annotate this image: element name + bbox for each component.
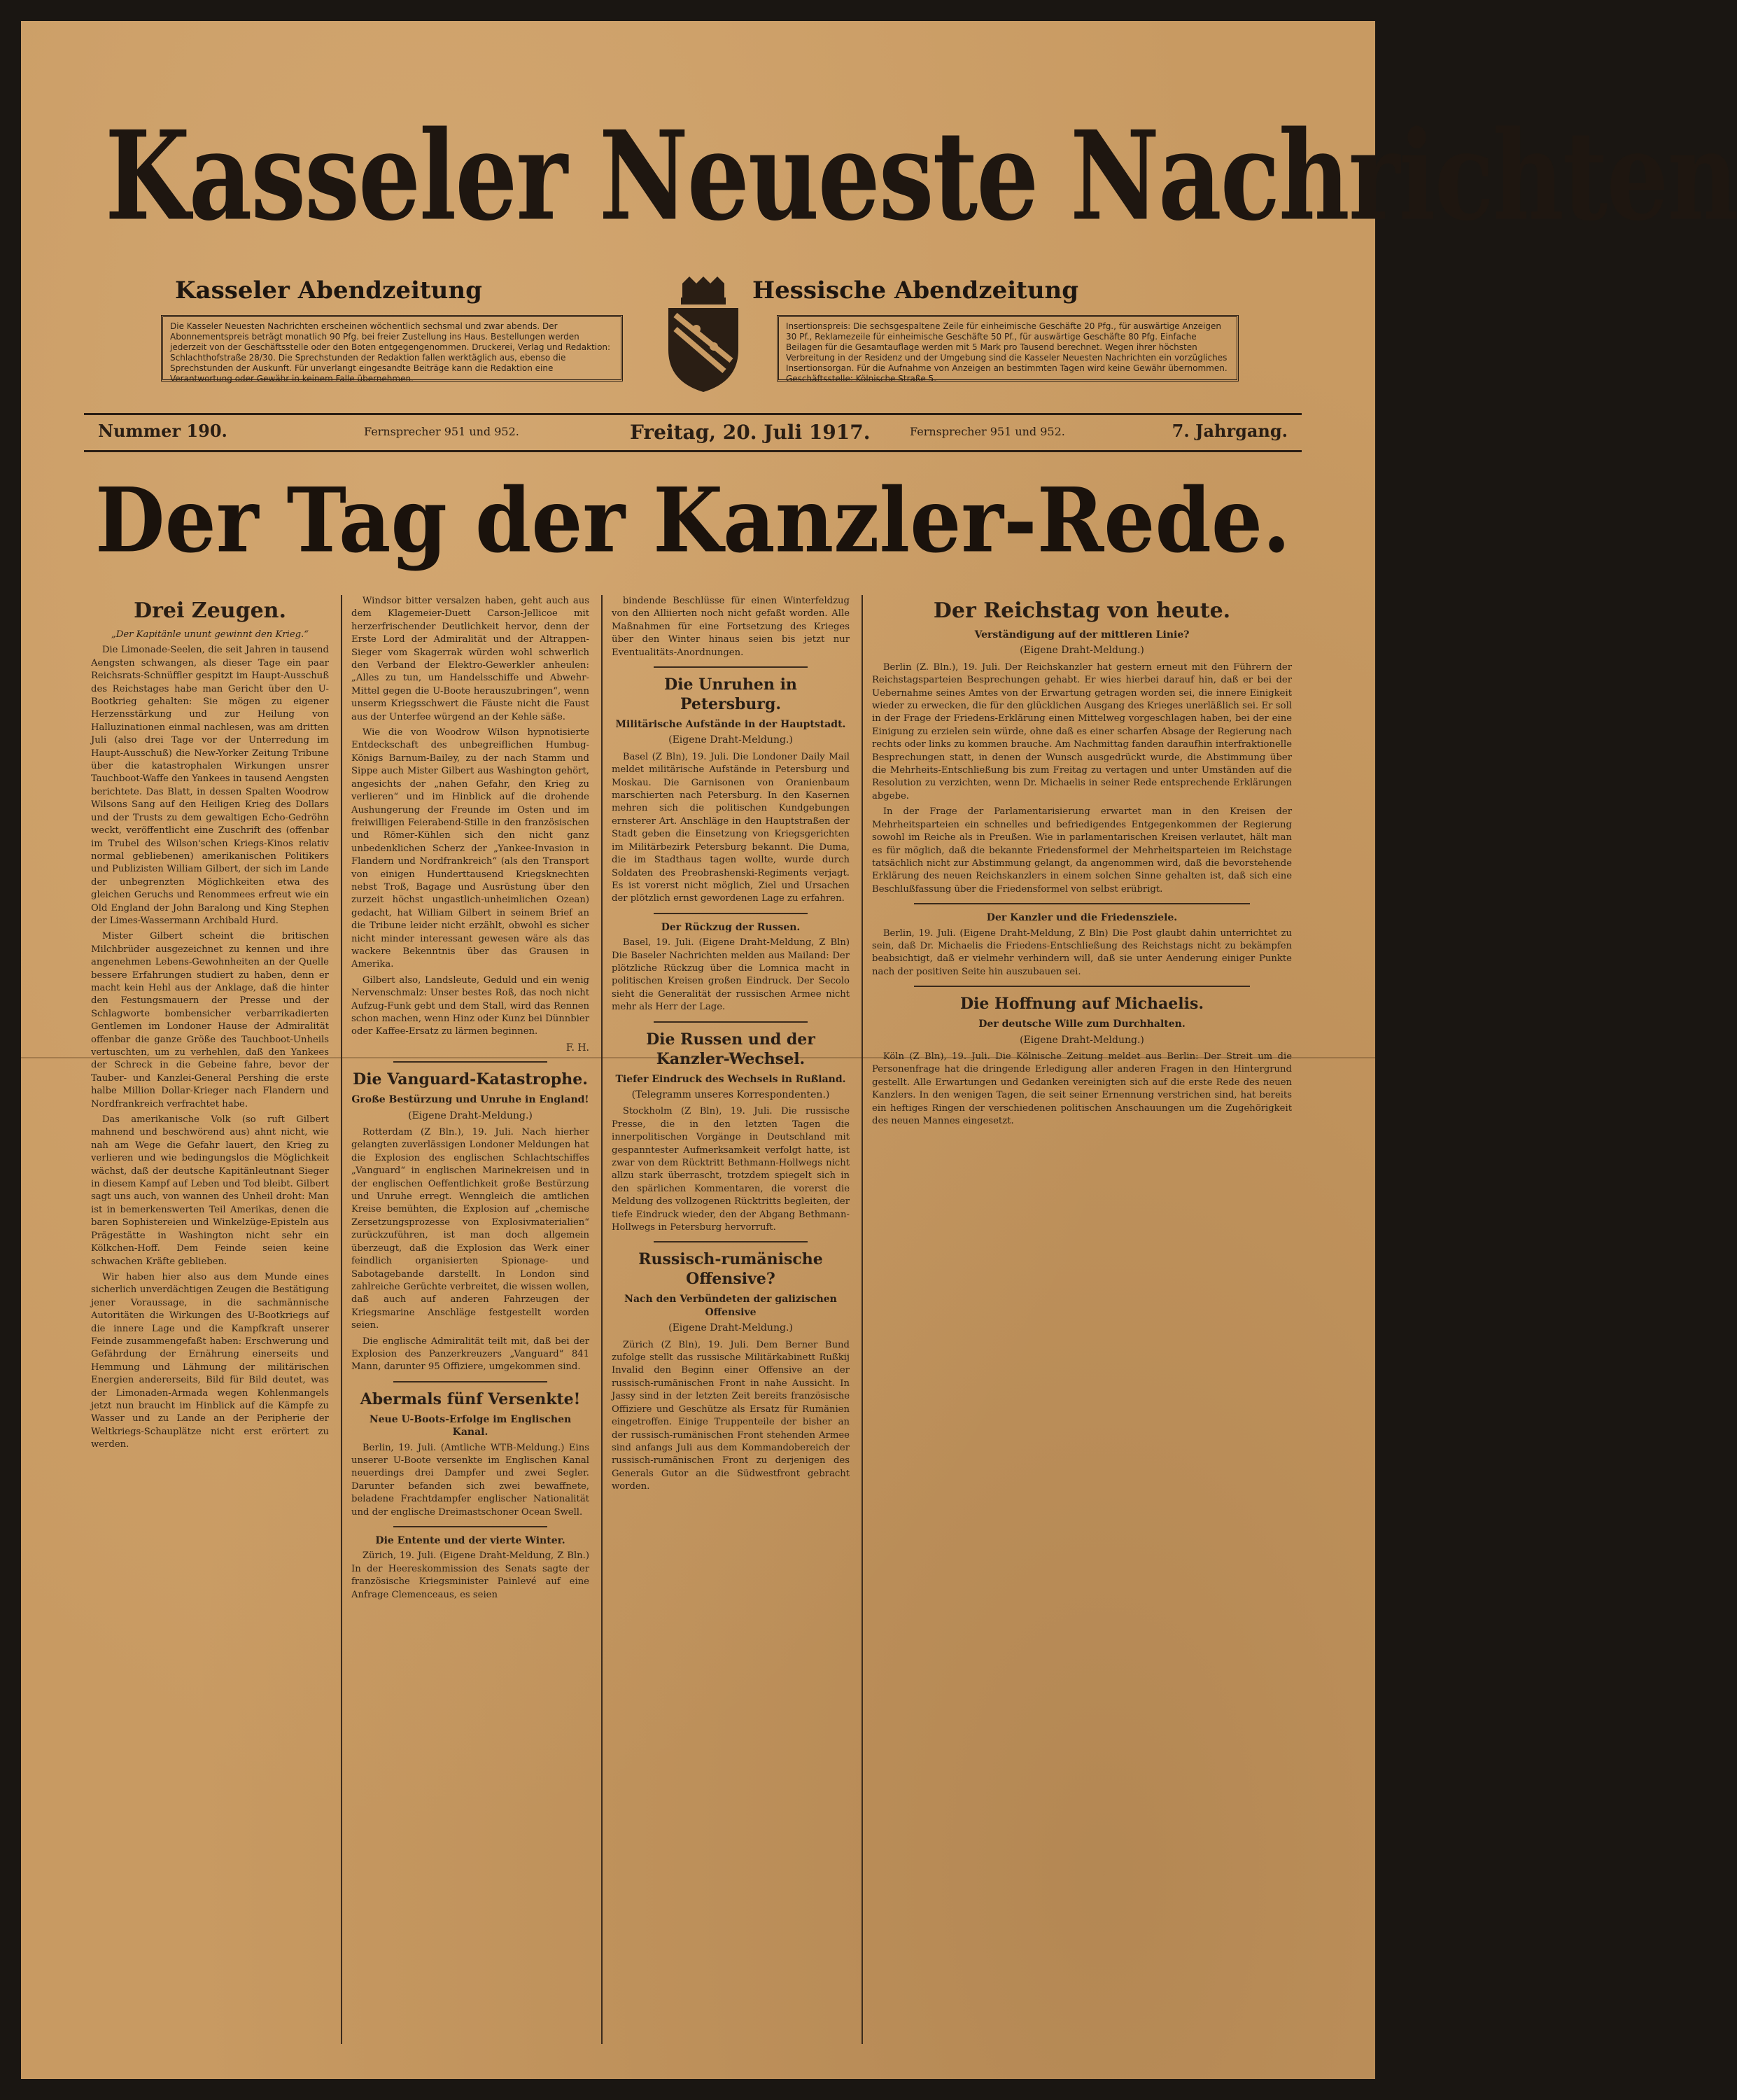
- article-paragraph: Berlin, 19. Juli. (Amtliche WTB-Meldung.) Eins unserer U-Boote versenkte im Englischen Kanal neuerdings drei Dampfer und zwei Segler. Darunter befanden sich zwei bewaffnete, beladene Frachtdampfer englischer Nationalität und der englische Dreimastschoner Ocean Swell.: [351, 1442, 589, 1518]
- article-paragraph: Berlin (Z. Bln.), 19. Juli. Der Reichskanzler hat gestern erneut mit den Führern der Reichstagsparteien Besprechungen gehabt. Er wies hierbei darauf hin, daß er bei der Uebernahme seines Amtes von der Erwartung getragen worden sei, die innere Einigkeit wieder zu erwecken, die für den glücklichen Ausgang des Krieges unerläßlich sei. Er soll in der Frage der Friedens-Erklärung einen Mittelweg vorgeschlagen haben, bei der eine Einigung zu erzielen sein würde, ohne daß es einer scharfen Absage der Regierung nach rechts oder links zu kommen brauche. Am Nachmittag fanden daraufhin interfraktionelle Besprechungen statt, in denen der Wunsch ausgedrückt wurde, die Abstimmung über die Mehrheits-Entschließung bis zum Freitag zu vertagen und unter Umständen auf die Resolution zu verzichten, wenn Dr. Michaelis in seiner Rede entsprechende Erklärungen abgebe.: [872, 662, 1292, 802]
- article-source: (Eigene Draht-Meldung.): [408, 1110, 533, 1121]
- article-source: (Telegramm unseres Korrespondenten.): [631, 1088, 830, 1100]
- article-source: (Eigene Draht-Meldung.): [668, 734, 793, 746]
- issue-number: Nummer 190.: [98, 421, 227, 441]
- article-divider: [654, 1241, 808, 1242]
- article-title: Die Unruhen in Petersburg.: [664, 676, 797, 714]
- article-divider: [914, 903, 1250, 904]
- article-source: (Eigene Draht-Meldung.): [1020, 1034, 1144, 1046]
- article-subtitle: Nach den Verbündeten der galizischen Offensive: [624, 1294, 837, 1318]
- article-paragraph: Rotterdam (Z Bln.), 19. Juli. Nach hierher gelangten zuverlässigen Londoner Meldungen hat die Explosion des englischen Schlachtschiffes „Vanguard“ in englischen Marinekreisen und in der englischen Oeffentlichkeit große Bestürzung und Unruhe erregt. Wenngleich die amtlichen Kreise bemühten, die Explosion auf „chemische Zersetzungsprozesse von Explosivmaterialien“ zurückzuführen, ist man doch allgemein überzeugt, daß die Explosion das Werk einer feindlich organisierten Spionage- und Sabotagebande darstellt. In London sind zahlreiche Gerüchte verbreitet, die wissen wollen, daß auch auf anderen Fahrzeugen der Kriegsmarine Anschläge festgestellt worden seien.: [351, 1127, 589, 1331]
- article-divider: [393, 1381, 547, 1382]
- subtitle-left: Kasseler Abendzeitung: [175, 276, 482, 304]
- article-paragraph: Gilbert also, Landsleute, Geduld und ein wenig Nervenschmalz: Unser bestes Roß, das noch nicht Aufzug-Funk gebt und dem Stall, wird das Rennen schon machen, wenn Hinz oder Kunz bei Dünnbier oder Kaffee-Ersatz zu lärmen beginnen.: [351, 974, 589, 1037]
- column-4: [872, 595, 1292, 2044]
- subscription-info: Die Kasseler Neuesten Nachrichten erscheinen wöchentlich sechsmal und zwar abends. Der Abonnementspreis beträgt monatlich 90 Pfg. bei freier Zustellung ins Haus. Bestellungen werden jederzeit von der Geschäftsstelle oder den Boten entgegengenommen. Druckerei, Verlag und Redaktion: Schlachthofstraße 28/30. Die Sprechstunden der Redaktion fallen werktäglich aus, ebenso die Sprechstunden der Auskunft. Für unverlangt eingesandte Beiträge kann die Redaktion eine Verantwortung oder Gewähr in keinem Falle übernehmen.: [161, 315, 623, 382]
- article-divider: [654, 666, 808, 668]
- article-source: (Eigene Draht-Meldung.): [668, 1322, 793, 1334]
- column-rule: [341, 595, 342, 2044]
- article-title: Abermals fünf Versenkte!: [360, 1390, 581, 1408]
- subtitle-right: Hessische Abendzeitung: [752, 276, 1079, 304]
- phone-right: Fernsprecher 951 und 952.: [910, 425, 1065, 438]
- article-title: Drei Zeugen.: [134, 598, 286, 623]
- article-subtitle: Tiefer Eindruck des Wechsels in Rußland.: [615, 1073, 846, 1085]
- article-paragraph: bindende Beschlüsse für einen Winterfeldzug von den Alliierten noch nicht gefaßt worden. Alle Maßnahmen für eine Fortsetzung des Krieges über den Winter hinaus seien bis jetzt nur Eventualitäts-Anordnungen.: [612, 596, 850, 658]
- article-divider: [914, 986, 1250, 987]
- article-title: Der Reichstag von heute.: [933, 598, 1231, 623]
- article-title: Russisch-rumänische Offensive?: [638, 1250, 823, 1289]
- column-rule: [862, 595, 863, 2044]
- article-divider: [654, 1021, 808, 1023]
- article-byline: F. H.: [565, 1042, 589, 1054]
- article-subtitle: Der deutsche Wille zum Durchhalten.: [978, 1018, 1186, 1030]
- main-headline: Der Tag der Kanzler-Rede.: [94, 469, 1291, 573]
- article-paragraph: Wir haben hier also aus dem Munde eines sicherlich unverdächtigen Zeugen die Bestätigung jener Voraussage, in die sachmännische Autoritäten die Wirkungen des U-Bootkriegs auf die innere Lage und die Kampfkraft unserer Feinde zusammengefaßt haben: Erschwerung und Gefährdung der Ernährung einerseits und Hemmung und Lähmung der militärischen Energien andererseits, Bild für Bild deutet, was der Limonaden-Armada wegen Kohlenmangels jetzt nun braucht im Hinblick auf die Kämpfe zu Wasser und zu Lande an der Peripherie der Weltkriegs-Schauplätze nicht erst erörtert zu werden.: [91, 1271, 329, 1450]
- article-title: Die Entente und der vierte Winter.: [375, 1535, 565, 1546]
- article-paragraph: Die Limonade-Seelen, die seit Jahren in tausend Aengsten schwangen, als dieser Tage ein paar Reichsrats-Schnüffler gespitzt im Haupt-Ausschuß des Reichstages habe man Gericht über den U-Bootkrieg gehalten: Sie mögen zu eigener Herzensstärkung und zur Heilung von Halluzinationen einmal nachlesen, was am dritten Juli (also drei Tage vor der Unterredung im Haupt-Ausschuß) die New-Yorker Zeitung Tribune über die katastrophalen Wirkungen unsrer Tauchboot-Waffe den Yankees in tausend Aengsten berichtete. Das Blatt, in dessen Spalten Woodrow Wilsons Sang auf den Heiligen Krieg des Dollars und der Trusts zu dem gewaltigen Echo-Gedröhn weckt, veröffentlicht eine Zuschrift des (offenbar im Trubel des Wilson'schen Kriegs-Kinos relativ normal gebliebenen) amerikanischen Politikers und Publizisten William Gilbert, der sich im Lande der unbegrenzten Möglichkeiten etwa des gleichen Geruchs und Renommees erfreut wie ein Old England der John Baralong und King Stephen der Limes-Wassermann Archibald Hurd.: [91, 645, 329, 926]
- article-title: Der Kanzler und die Friedensziele.: [986, 912, 1178, 924]
- article-divider: [393, 1061, 547, 1063]
- article-paragraph: Basel (Z Bln), 19. Juli. Die Londoner Daily Mail meldet militärische Aufstände in Petersburg und Moskau. Die Garnisonen von Oranienbaum marschierten nach Petersburg. In den Kasernen mehren sich die politischen Kundgebungen ernsterer Art. Anschläge in den Hauptstraßen der Stadt geben die Einsetzung von Kriegsgerichten im Militärbezirk Petersburg bekannt. Die Duma, die im Stadthaus tagen wollte, wurde durch Soldaten des Preobrashenski-Regiments verjagt. Es ist vorerst nicht möglich, Ziel und Ursachen der plötzlich ernst gewordenen Lage zu erfahren.: [612, 751, 850, 904]
- article-paragraph: Die englische Admiralität teilt mit, daß bei der Explosion des Panzerkreuzers „Vanguard“ 841 Mann, darunter 95 Offiziere, umgekommen sind.: [351, 1336, 589, 1373]
- article-subtitle: Verständigung auf der mittleren Linie?: [974, 629, 1190, 640]
- article-divider: [393, 1526, 547, 1527]
- advertising-info: Insertionspreis: Die sechsgespaltene Zeile für einheimische Geschäfte 20 Pfg., für auswärtige Anzeigen 30 Pf., Reklamezeile für einheimische Geschäfte 50 Pf., für auswärtige Geschäfte 80 Pfg. Einfache Beilagen für die Gesamtauflage werden mit 5 Mark pro Tausend berechnet. Wegen ihrer höchsten Verbreitung in der Residenz und der Umgebung sind die Kasseler Neuesten Nachrichten ein vorzügliches Insertionsorgan. Für die Aufnahme von Anzeigen an bestimmten Tagen wird keine Gewähr übernommen. Geschäftsstelle: Kölnische Straße 5.: [777, 315, 1239, 382]
- phone-left: Fernsprecher 951 und 952.: [364, 425, 519, 438]
- article-title: Der Rückzug der Russen.: [661, 921, 801, 933]
- article-paragraph: Basel, 19. Juli. (Eigene Draht-Meldung, Z Bln) Die Baseler Nachrichten melden aus Mailand: Der plötzliche Rückzug über die Lomnica macht in politischen Kreisen großen Eindruck. Der Secolo sieht die Generalität der russischen Armee nicht mehr als Herr der Lage.: [612, 937, 850, 1013]
- article-paragraph: Das amerikanische Volk (so ruft Gilbert mahnend und beschwörend aus) ahnt nicht, wie nah am Wege die Gefahr lauert, den Krieg zu verlieren und wie bedingungslos die Möglichkeit wächst, daß der deutsche Kapitänleutnant Sieger in diesem Kampf auf Leben und Tod bleibt. Gilbert sagt uns auch, von wannen des Unheil droht: Man ist in bemerkenswerten Teil Amerikas, denen die baren Sophistereien und Winkelzüge-Episteln aus Prägestätte in Washington nicht sehr ein Kölkchen-Hoff. Dem Feinde seien keine schwachen Kräfte geblieben.: [91, 1114, 329, 1267]
- column-3: [612, 595, 850, 2044]
- column-2: [351, 595, 589, 2044]
- article-paragraph: In der Frage der Parlamentarisierung erwartet man in den Kreisen der Mehrheitsparteien ein schnelles und befriedigendes Entgegenkommen der Regierung sowohl im Reiche als in Preußen. Wie in parlamentarischen Kreisen verlautet, hält man es für möglich, daß die bekannte Friedensformel der Mehrheitsparteien im Reichstage tatsächlich nicht zur Abstimmung gelangt, da angenommen wird, daß die bevorstehende Erklärung des neuen Reichskanzlers in einem solchen Sinne gehalten ist, daß sich eine Beschlußfassung über die Friedensformel von selbst erübrigt.: [872, 806, 1292, 895]
- article-paragraph: Berlin, 19. Juli. (Eigene Draht-Meldung, Z Bln) Die Post glaubt dahin unterrichtet zu sein, daß Dr. Michaelis die Friedens-Entschließung des Reichstags nicht zu bekämpfen beabsichtigt, daß er vielmehr verhindern will, daß sie unter Aenderung einiger Punkte nach der positiven Seite hin auszubauen sei.: [872, 927, 1292, 977]
- article-source: (Eigene Draht-Meldung.): [1020, 645, 1144, 657]
- article-paragraph: Windsor bitter versalzen haben, geht auch aus dem Klagemeier-Duett Carson-Jellicoe mit herzerfrischender Deutlichkeit hervor, denn der Erste Lord der Admiralität und der Altrappen-Sieger vom Skagerrak würden wohl schwerlich den Verband der Elektro-Gewerkler anheulen: „Alles zu tun, um Handelsschiffe und Abwehr-Mittel gegen die U-Boote herauszubringen“, wenn unserm Kriegsschwert die Fäuste nicht die Faust aus der Unterfee würgend an der Kehle säße.: [351, 596, 589, 722]
- masthead-title: Kasseler Neueste Nachrichten: [105, 105, 1737, 248]
- issue-date: Freitag, 20. Juli 1917.: [630, 421, 871, 444]
- dateline: [84, 413, 1302, 452]
- article-subtitle: Militärische Aufstände in der Hauptstadt.: [615, 719, 846, 731]
- column-1: [91, 595, 329, 2044]
- article-paragraph: Zürich (Z Bln), 19. Juli. Dem Berner Bund zufolge stellt das russische Militärkabinett Rußkij Invalid den Beginn einer Offensive an der russisch-rumänischen Front in nahe Aussicht. In Jassy sind in der letzten Zeit bereits französische Offiziere und Geschütze als Ersatz für Rumänien eingetroffen. Einige Truppenteile der bisher an der russisch-rumänischen Front stehenden Armee sind anfangs Juli aus dem Kommandobereich der russisch-rumänischen Front zu derjenigen des Generals Gutor an die Südwestfront gebracht worden.: [612, 1339, 850, 1492]
- article-subtitle: Große Bestürzung und Unruhe in England!: [351, 1094, 589, 1106]
- article-paragraph: Köln (Z Bln), 19. Juli. Die Kölnische Zeitung meldet aus Berlin: Der Streit um die Personenfrage hat die dringende Erledigung aller anderen Fragen in den Hintergrund gestellt. Alle Erwartungen und Gedanken vereinigten sich auf die erste Rede des neuen Kanzlers. In den wenigen Tagen, die seit seiner Ernennung verstrichen sind, hat bereits ein heftiges Ringen der verschiedenen politischen Anschauungen um die Zugehörigkeit des neuen Mannes eingesetzt.: [872, 1051, 1292, 1126]
- article-paragraph: Mister Gilbert scheint die britischen Milchbrüder ausgezeichnet zu kennen und ihre angenehmen Lebens-Gewohnheiten an der Quelle bessere Erfahrungen studiert zu haben, denn er macht kein Hehl aus der Anklage, daß die hinter den Festungsmauern der Presse und der Schlagworte bombensicher verbarrikadierten Gentlemen im Londoner Hause der Admiralität offenbar die ganze Größe des Tauchboot-Unheils vertuschten, um zu verhehlen, daß den Yankees der Schreck in die Gebeine fahre, bevor der Tauber- und Kanzlei-General Pershing die erste halbe Million Dollar-Krieger nach Flandern und Nordfrankreich verfrachtet habe.: [91, 931, 329, 1110]
- article-paragraph: Stockholm (Z Bln), 19. Juli. Die russische Presse, die in den letzten Tagen die innerpolitischen Vorgänge in Deutschland mit gespanntester Aufmerksamkeit verfolgt hatte, ist zwar von dem Rücktritt Bethmann-Hollwegs nicht allzu stark überrascht, trotzdem spiegelt sich in den spärlichen Kommentaren, die vorerst die Meldung des vollzogenen Rücktritts begleiten, der tiefe Eindruck wieder, den der Abgang Bethmann-Hollwegs in Petersburg hervorruft.: [612, 1106, 850, 1233]
- column-rule: [601, 595, 603, 2044]
- newspaper-page: [21, 21, 1737, 2079]
- article-paragraph: Zürich, 19. Juli. (Eigene Draht-Meldung, Z Bln.) In der Heereskommission des Senats sagte der französische Kriegsminister Painlevé auf eine Anfrage Clemenceaus, es seien: [351, 1550, 589, 1600]
- article-paragraph: Wie die von Woodrow Wilson hypnotisierte Entdeckschaft des unbegreiflichen Humbug-Königs Barnum-Bailey, zu der nach Stamm und Sippe auch Mister Gilbert aus Washington gehört, angesichts der „nahen Gefahr, den Krieg zu verlieren“ und im Hinblick auf die drohende Aushungerung der Freunde im Osten und im freiwilligen Feierabend-Stille in den französischen und Römer-Kühlen sich den nicht ganz unbedenklichen Scherz der „Yankee-Invasion in Flandern und Nordfrankreich“ (als den Transport von einigen Hunderttausend Kriegsknechten nebst Troß, Bagage und Ausrüstung über den zurzeit höchst ungastlich-unheimlichen Ozean) gedacht, hat William Gilbert in seinem Brief an die Tribune leider nicht erzählt, obwohl es sicher nicht minder interessant gewesen wäre als das wackere Bekenntnis über das Grausen in Amerika.: [351, 727, 589, 970]
- article-subtitle: Neue U-Boots-Erfolge im Englischen Kanal.: [369, 1413, 572, 1438]
- article-title: Die Vanguard-Katastrophe.: [353, 1070, 588, 1089]
- article-quote: „Der Kapitänle ununt gewinnt den Krieg.“: [111, 629, 309, 640]
- article-title: Die Russen und der Kanzler-Wechsel.: [646, 1030, 815, 1068]
- volume-year: 7. Jahrgang.: [1172, 421, 1288, 441]
- article-divider: [654, 913, 808, 914]
- article-title: Die Hoffnung auf Michaelis.: [959, 995, 1204, 1014]
- crest-icon: [654, 276, 752, 396]
